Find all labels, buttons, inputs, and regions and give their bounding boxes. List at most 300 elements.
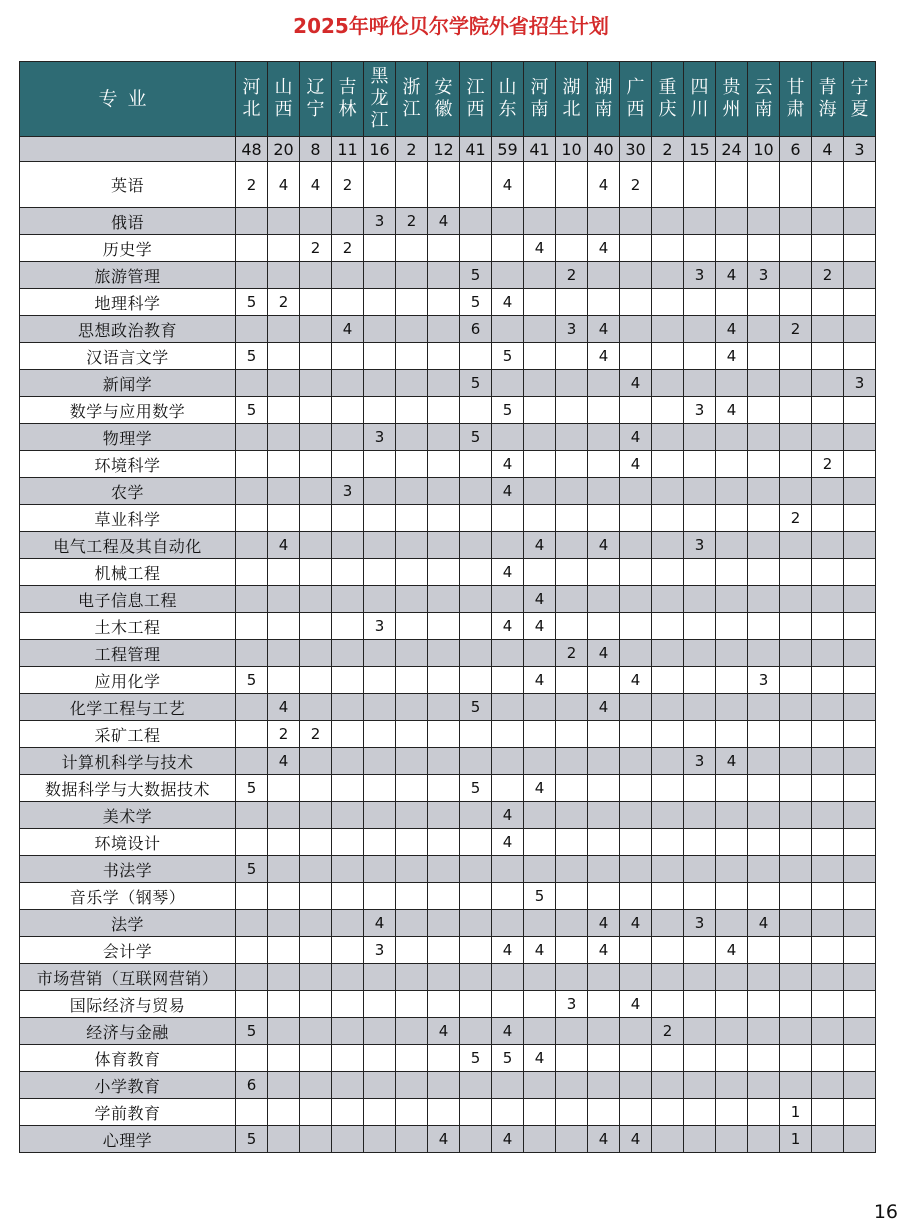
quota-cell — [524, 991, 556, 1018]
quota-cell — [844, 1099, 876, 1126]
quota-cell — [396, 964, 428, 991]
table-row — [20, 910, 876, 937]
quota-cell — [396, 559, 428, 586]
quota-cell: 4 — [332, 316, 364, 343]
quota-cell — [332, 748, 364, 775]
quota-cell — [748, 289, 780, 316]
quota-cell — [556, 1072, 588, 1099]
quota-cell — [364, 1099, 396, 1126]
quota-cell — [364, 478, 396, 505]
quota-cell — [460, 343, 492, 370]
quota-cell — [236, 964, 268, 991]
quota-cell — [812, 910, 844, 937]
quota-cell — [236, 1045, 268, 1072]
quota-cell — [300, 505, 332, 532]
major-name-cell: 电气工程及其自动化 — [20, 532, 236, 559]
quota-cell — [652, 883, 684, 910]
quota-cell — [812, 856, 844, 883]
quota-cell — [844, 829, 876, 856]
quota-cell — [396, 424, 428, 451]
quota-cell — [236, 316, 268, 343]
quota-cell: 2 — [396, 208, 428, 235]
quota-cell — [652, 991, 684, 1018]
quota-cell — [364, 883, 396, 910]
quota-cell — [652, 613, 684, 640]
quota-cell — [364, 235, 396, 262]
quota-cell — [844, 613, 876, 640]
quota-cell: 1 — [780, 1099, 812, 1126]
quota-cell — [620, 1018, 652, 1045]
quota-cell — [396, 316, 428, 343]
quota-cell — [332, 775, 364, 802]
quota-cell — [716, 1045, 748, 1072]
province-total-cell: 6 — [780, 137, 812, 162]
quota-cell — [780, 856, 812, 883]
quota-cell — [684, 162, 716, 208]
quota-cell — [428, 937, 460, 964]
quota-cell — [460, 451, 492, 478]
quota-cell — [780, 559, 812, 586]
quota-cell — [300, 1099, 332, 1126]
table-row — [20, 1072, 876, 1099]
quota-cell: 4 — [524, 775, 556, 802]
quota-cell — [556, 721, 588, 748]
province-total-cell: 40 — [588, 137, 620, 162]
quota-cell: 4 — [588, 910, 620, 937]
major-name-cell: 草业科学 — [20, 505, 236, 532]
table-row — [20, 505, 876, 532]
quota-cell — [588, 289, 620, 316]
quota-cell — [396, 1099, 428, 1126]
quota-cell: 4 — [588, 640, 620, 667]
quota-cell — [652, 289, 684, 316]
quota-cell — [332, 1045, 364, 1072]
quota-cell: 4 — [524, 613, 556, 640]
quota-cell — [332, 883, 364, 910]
quota-cell — [460, 208, 492, 235]
quota-cell: 5 — [460, 1045, 492, 1072]
quota-cell — [780, 964, 812, 991]
table-row — [20, 1126, 876, 1153]
quota-cell — [780, 667, 812, 694]
quota-cell — [620, 262, 652, 289]
quota-cell — [780, 640, 812, 667]
quota-cell — [332, 910, 364, 937]
quota-cell — [812, 1018, 844, 1045]
quota-cell — [620, 397, 652, 424]
quota-cell — [684, 937, 716, 964]
quota-cell — [428, 559, 460, 586]
quota-cell — [588, 505, 620, 532]
quota-cell: 5 — [236, 856, 268, 883]
table-row — [20, 667, 876, 694]
quota-cell — [332, 343, 364, 370]
quota-cell — [652, 721, 684, 748]
quota-cell — [492, 1072, 524, 1099]
quota-cell — [716, 667, 748, 694]
quota-cell — [556, 910, 588, 937]
quota-cell: 4 — [588, 162, 620, 208]
quota-cell — [652, 640, 684, 667]
quota-cell — [588, 1099, 620, 1126]
quota-cell — [716, 559, 748, 586]
quota-cell: 5 — [236, 1018, 268, 1045]
quota-cell — [588, 964, 620, 991]
table-row — [20, 424, 876, 451]
quota-cell: 4 — [620, 451, 652, 478]
province-total-cell: 15 — [684, 137, 716, 162]
table-row — [20, 802, 876, 829]
quota-cell — [332, 208, 364, 235]
major-name-cell: 音乐学（钢琴） — [20, 883, 236, 910]
quota-cell — [780, 370, 812, 397]
quota-cell — [684, 829, 716, 856]
quota-cell — [780, 991, 812, 1018]
quota-cell — [524, 640, 556, 667]
quota-cell — [684, 1018, 716, 1045]
quota-cell — [780, 910, 812, 937]
province-total-cell: 59 — [492, 137, 524, 162]
quota-cell — [492, 775, 524, 802]
quota-cell: 4 — [492, 478, 524, 505]
quota-cell — [396, 910, 428, 937]
quota-cell — [652, 397, 684, 424]
quota-cell: 3 — [684, 262, 716, 289]
quota-cell — [460, 559, 492, 586]
major-name-cell: 采矿工程 — [20, 721, 236, 748]
quota-cell — [844, 910, 876, 937]
quota-cell — [332, 586, 364, 613]
province-header: 吉 林 — [332, 62, 364, 137]
quota-cell — [620, 1072, 652, 1099]
quota-cell — [620, 1099, 652, 1126]
quota-cell — [780, 289, 812, 316]
quota-cell: 3 — [844, 370, 876, 397]
province-total-cell: 2 — [396, 137, 428, 162]
quota-cell: 3 — [556, 316, 588, 343]
quota-cell — [524, 208, 556, 235]
totals-row — [20, 137, 876, 162]
quota-cell: 4 — [268, 162, 300, 208]
major-name-cell: 思想政治教育 — [20, 316, 236, 343]
quota-cell — [364, 559, 396, 586]
quota-cell — [364, 640, 396, 667]
quota-cell — [844, 748, 876, 775]
quota-cell — [300, 667, 332, 694]
quota-cell — [556, 424, 588, 451]
province-header: 云 南 — [748, 62, 780, 137]
quota-cell — [300, 1045, 332, 1072]
quota-cell — [780, 424, 812, 451]
quota-cell — [396, 802, 428, 829]
quota-cell — [844, 1045, 876, 1072]
quota-cell — [684, 991, 716, 1018]
quota-cell — [748, 343, 780, 370]
quota-cell — [716, 162, 748, 208]
quota-cell: 4 — [716, 316, 748, 343]
quota-cell: 3 — [684, 532, 716, 559]
quota-cell — [396, 991, 428, 1018]
quota-cell — [812, 694, 844, 721]
quota-cell — [396, 937, 428, 964]
quota-cell — [428, 640, 460, 667]
quota-cell — [460, 1126, 492, 1153]
quota-cell — [396, 370, 428, 397]
major-name-cell: 工程管理 — [20, 640, 236, 667]
quota-cell — [524, 721, 556, 748]
quota-cell — [652, 424, 684, 451]
quota-cell — [556, 883, 588, 910]
table-row — [20, 775, 876, 802]
quota-cell: 4 — [716, 343, 748, 370]
quota-cell — [620, 802, 652, 829]
quota-cell — [812, 289, 844, 316]
quota-cell — [716, 910, 748, 937]
quota-cell — [364, 802, 396, 829]
quota-cell — [780, 613, 812, 640]
quota-cell — [556, 1099, 588, 1126]
quota-cell — [396, 829, 428, 856]
quota-cell — [588, 586, 620, 613]
quota-cell: 3 — [748, 262, 780, 289]
quota-cell — [524, 748, 556, 775]
quota-cell — [620, 694, 652, 721]
quota-cell — [812, 991, 844, 1018]
quota-cell — [588, 991, 620, 1018]
quota-cell — [684, 1072, 716, 1099]
quota-cell: 4 — [492, 289, 524, 316]
quota-cell — [684, 1045, 716, 1072]
quota-cell: 4 — [588, 532, 620, 559]
quota-cell — [236, 370, 268, 397]
quota-cell — [268, 1099, 300, 1126]
quota-cell — [300, 748, 332, 775]
quota-cell — [588, 1018, 620, 1045]
quota-cell: 4 — [492, 937, 524, 964]
quota-cell — [716, 235, 748, 262]
quota-cell: 4 — [620, 1126, 652, 1153]
quota-cell — [556, 1126, 588, 1153]
quota-cell — [812, 721, 844, 748]
major-name-cell: 美术学 — [20, 802, 236, 829]
quota-cell — [780, 397, 812, 424]
quota-cell — [268, 937, 300, 964]
table-row — [20, 397, 876, 424]
quota-cell — [300, 208, 332, 235]
quota-cell — [268, 775, 300, 802]
quota-cell — [332, 1072, 364, 1099]
quota-cell — [844, 937, 876, 964]
quota-cell — [780, 748, 812, 775]
quota-cell: 2 — [812, 262, 844, 289]
major-name-cell: 书法学 — [20, 856, 236, 883]
table-row — [20, 694, 876, 721]
quota-cell — [524, 289, 556, 316]
quota-cell — [652, 802, 684, 829]
quota-cell — [812, 1126, 844, 1153]
quota-cell — [300, 262, 332, 289]
province-total-cell: 20 — [268, 137, 300, 162]
province-header: 江 西 — [460, 62, 492, 137]
quota-cell: 5 — [460, 775, 492, 802]
quota-cell: 4 — [716, 262, 748, 289]
quota-cell — [684, 613, 716, 640]
quota-cell — [428, 910, 460, 937]
quota-cell — [524, 262, 556, 289]
quota-cell: 5 — [460, 289, 492, 316]
quota-cell: 4 — [716, 748, 748, 775]
quota-cell — [364, 532, 396, 559]
quota-cell — [300, 1018, 332, 1045]
major-name-cell: 旅游管理 — [20, 262, 236, 289]
quota-cell: 5 — [524, 883, 556, 910]
quota-cell: 2 — [620, 162, 652, 208]
quota-cell — [812, 1045, 844, 1072]
quota-cell — [588, 721, 620, 748]
quota-cell — [844, 721, 876, 748]
quota-cell — [844, 451, 876, 478]
quota-cell — [332, 532, 364, 559]
province-header: 河 南 — [524, 62, 556, 137]
quota-cell — [684, 235, 716, 262]
quota-cell — [844, 586, 876, 613]
quota-cell — [748, 316, 780, 343]
quota-cell — [620, 613, 652, 640]
quota-cell — [716, 424, 748, 451]
quota-cell — [844, 424, 876, 451]
quota-cell: 4 — [620, 991, 652, 1018]
quota-cell — [620, 964, 652, 991]
province-total-cell: 3 — [844, 137, 876, 162]
table-row — [20, 613, 876, 640]
quota-cell — [844, 162, 876, 208]
quota-cell — [812, 162, 844, 208]
quota-cell — [332, 667, 364, 694]
quota-cell — [428, 694, 460, 721]
quota-cell — [268, 1072, 300, 1099]
quota-cell — [844, 856, 876, 883]
quota-cell — [716, 505, 748, 532]
quota-cell — [396, 640, 428, 667]
quota-cell — [652, 586, 684, 613]
quota-cell — [524, 856, 556, 883]
quota-cell — [396, 505, 428, 532]
quota-cell — [428, 964, 460, 991]
quota-cell — [524, 451, 556, 478]
quota-cell — [332, 991, 364, 1018]
quota-cell — [524, 162, 556, 208]
quota-cell — [556, 775, 588, 802]
quota-cell — [812, 748, 844, 775]
major-name-cell: 汉语言文学 — [20, 343, 236, 370]
quota-cell — [236, 1099, 268, 1126]
quota-cell — [652, 937, 684, 964]
quota-cell — [812, 370, 844, 397]
quota-cell — [396, 1045, 428, 1072]
quota-cell — [396, 289, 428, 316]
quota-cell — [396, 613, 428, 640]
major-name-cell: 地理科学 — [20, 289, 236, 316]
quota-cell — [268, 208, 300, 235]
quota-cell: 5 — [236, 667, 268, 694]
quota-cell — [556, 532, 588, 559]
quota-cell — [300, 316, 332, 343]
quota-cell — [428, 775, 460, 802]
province-header: 贵 州 — [716, 62, 748, 137]
quota-cell — [556, 829, 588, 856]
totals-label-cell — [20, 137, 236, 162]
major-name-cell: 化学工程与工艺 — [20, 694, 236, 721]
quota-cell — [524, 478, 556, 505]
quota-cell — [396, 748, 428, 775]
quota-cell — [812, 316, 844, 343]
quota-cell — [812, 424, 844, 451]
quota-cell — [780, 451, 812, 478]
quota-cell — [524, 694, 556, 721]
quota-cell: 4 — [492, 829, 524, 856]
quota-cell — [236, 748, 268, 775]
quota-cell — [684, 208, 716, 235]
quota-cell — [684, 964, 716, 991]
quota-cell — [300, 883, 332, 910]
quota-cell — [780, 532, 812, 559]
quota-cell — [748, 694, 780, 721]
quota-cell — [396, 162, 428, 208]
quota-cell: 4 — [492, 613, 524, 640]
quota-cell — [588, 856, 620, 883]
province-header: 甘 肃 — [780, 62, 812, 137]
quota-cell — [588, 883, 620, 910]
quota-cell — [652, 910, 684, 937]
quota-cell — [236, 235, 268, 262]
quota-cell — [332, 937, 364, 964]
quota-cell — [236, 424, 268, 451]
major-name-cell: 小学教育 — [20, 1072, 236, 1099]
quota-cell — [844, 289, 876, 316]
table-row — [20, 208, 876, 235]
quota-cell — [364, 586, 396, 613]
major-name-cell: 体育教育 — [20, 1045, 236, 1072]
quota-cell — [236, 208, 268, 235]
quota-cell — [300, 289, 332, 316]
quota-cell — [268, 451, 300, 478]
quota-cell — [300, 613, 332, 640]
quota-cell — [364, 667, 396, 694]
quota-cell — [428, 316, 460, 343]
quota-cell: 5 — [492, 1045, 524, 1072]
quota-cell: 4 — [428, 1018, 460, 1045]
quota-cell — [748, 802, 780, 829]
quota-cell — [556, 235, 588, 262]
quota-cell — [844, 1126, 876, 1153]
table-row — [20, 370, 876, 397]
quota-cell — [492, 883, 524, 910]
quota-cell — [300, 829, 332, 856]
major-name-cell: 法学 — [20, 910, 236, 937]
province-total-cell: 41 — [524, 137, 556, 162]
quota-cell — [364, 343, 396, 370]
province-header: 辽 宁 — [300, 62, 332, 137]
quota-cell — [428, 505, 460, 532]
quota-cell — [268, 667, 300, 694]
quota-cell — [396, 883, 428, 910]
quota-cell: 5 — [460, 694, 492, 721]
quota-cell — [428, 991, 460, 1018]
quota-cell — [268, 478, 300, 505]
quota-cell — [844, 802, 876, 829]
quota-cell — [652, 1126, 684, 1153]
quota-cell — [332, 1018, 364, 1045]
